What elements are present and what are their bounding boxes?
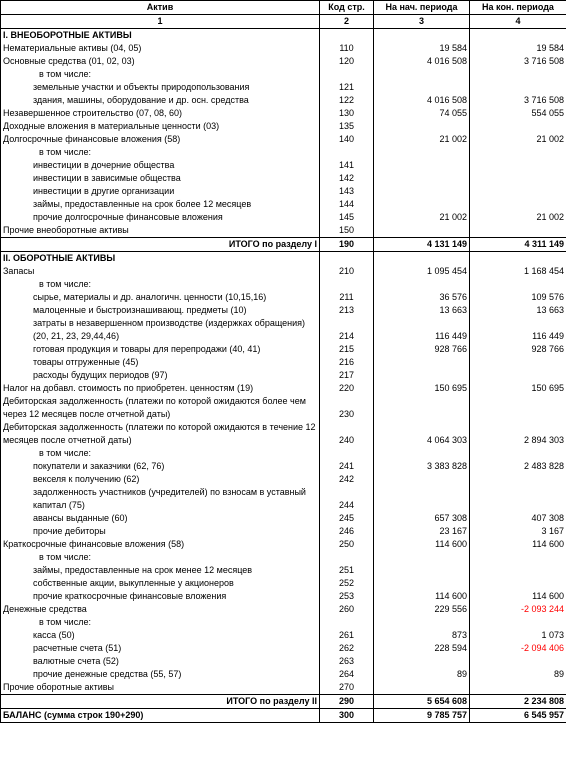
row-label: Дебиторская задолженность (платежи по которой ожидаются более чем через 12 месяцев после отчетной даты) <box>1 395 320 421</box>
row-start-value <box>374 616 470 629</box>
table-row <box>1 551 566 564</box>
row-end-value: 114 600 <box>470 590 566 603</box>
row-code <box>320 616 374 629</box>
row-label: Запасы <box>1 265 320 278</box>
table-row <box>1 278 566 291</box>
row-end-value <box>470 120 566 133</box>
row-code: 121 <box>320 81 374 94</box>
row-label: Долгосрочные финансовые вложения (58) <box>1 133 320 146</box>
table-row <box>1 590 566 603</box>
row-label: Прочие внеоборотные активы <box>1 224 320 238</box>
row-label: расчетные счета (51) <box>1 642 320 655</box>
row-code <box>320 29 374 43</box>
header-code: Код стр. <box>320 1 374 15</box>
row-code: 122 <box>320 94 374 107</box>
header-row <box>1 1 566 15</box>
row-label: Основные средства (01, 02, 03) <box>1 55 320 68</box>
row-start-value: 9 785 757 <box>374 709 470 723</box>
row-label: Денежные средства <box>1 603 320 616</box>
row-label: в том числе: <box>1 447 320 460</box>
row-end-value: 13 663 <box>470 304 566 317</box>
row-start-value <box>374 447 470 460</box>
row-label: здания, машины, оборудование и др. осн. средства <box>1 94 320 107</box>
row-code: 213 <box>320 304 374 317</box>
row-end-value: 19 584 <box>470 42 566 55</box>
row-end-value <box>470 577 566 590</box>
row-label: займы, предоставленные на срок менее 12 месяцев <box>1 564 320 577</box>
row-start-value: 116 449 <box>374 317 470 343</box>
row-label: валютные счета (52) <box>1 655 320 668</box>
row-end-value: 114 600 <box>470 538 566 551</box>
row-label: Дебиторская задолженность (платежи по которой ожидаются в течение 12 месяцев после отчетной даты) <box>1 421 320 447</box>
row-start-value: 657 308 <box>374 512 470 525</box>
table-row <box>1 42 566 55</box>
row-code: 241 <box>320 460 374 473</box>
row-code: 244 <box>320 486 374 512</box>
row-end-value: 407 308 <box>470 512 566 525</box>
row-end-value: 116 449 <box>470 317 566 343</box>
table-row <box>1 668 566 681</box>
row-end-value: 21 002 <box>470 211 566 224</box>
row-label: малоценные и быстроизнашивающ. предметы (10) <box>1 304 320 317</box>
row-code: 215 <box>320 343 374 356</box>
row-label: БАЛАНС (сумма строк 190+290) <box>1 709 320 723</box>
header-end: На кон. периода <box>470 1 566 15</box>
row-end-value: 3 167 <box>470 525 566 538</box>
table-row <box>1 538 566 551</box>
row-code: 251 <box>320 564 374 577</box>
row-code: 217 <box>320 369 374 382</box>
table-row <box>1 681 566 695</box>
table-row <box>1 265 566 278</box>
row-code: 262 <box>320 642 374 655</box>
table-row <box>1 616 566 629</box>
row-start-value: 21 002 <box>374 211 470 224</box>
row-label: расходы будущих периодов (97) <box>1 369 320 382</box>
table-row <box>1 577 566 590</box>
row-label: займы, предоставленные на срок более 12 месяцев <box>1 198 320 211</box>
row-end-value <box>470 146 566 159</box>
row-start-value <box>374 224 470 238</box>
row-label: Нематериальные активы (04, 05) <box>1 42 320 55</box>
row-start-value <box>374 681 470 695</box>
row-start-value: 228 594 <box>374 642 470 655</box>
row-label: Краткосрочные финансовые вложения (58) <box>1 538 320 551</box>
table-row <box>1 81 566 94</box>
table-row <box>1 198 566 211</box>
column-numbers-row <box>1 15 566 29</box>
row-end-value <box>470 486 566 512</box>
row-start-value <box>374 564 470 577</box>
row-end-value: -2 094 406 <box>470 642 566 655</box>
row-code: 270 <box>320 681 374 695</box>
row-end-value: 150 695 <box>470 382 566 395</box>
row-start-value <box>374 486 470 512</box>
row-start-value <box>374 577 470 590</box>
row-code <box>320 252 374 266</box>
row-code: 211 <box>320 291 374 304</box>
row-code: 260 <box>320 603 374 616</box>
row-start-value: 1 095 454 <box>374 265 470 278</box>
row-label: сырье, материалы и др. аналогичн. ценности (10,15,16) <box>1 291 320 304</box>
table-row <box>1 486 566 512</box>
row-end-value <box>470 616 566 629</box>
column-number-1: 1 <box>1 15 320 29</box>
row-label: Незавершенное строительство (07, 08, 60) <box>1 107 320 120</box>
row-end-value: 2 234 808 <box>470 695 566 709</box>
row-code: 264 <box>320 668 374 681</box>
table-row <box>1 460 566 473</box>
row-start-value <box>374 172 470 185</box>
row-end-value: 21 002 <box>470 133 566 146</box>
row-label: в том числе: <box>1 616 320 629</box>
row-label: инвестиции в дочерние общества <box>1 159 320 172</box>
table-row <box>1 55 566 68</box>
row-end-value <box>470 185 566 198</box>
row-end-value: 2 894 303 <box>470 421 566 447</box>
table-row <box>1 382 566 395</box>
row-end-value: 3 716 508 <box>470 94 566 107</box>
row-end-value <box>470 356 566 369</box>
row-code: 141 <box>320 159 374 172</box>
row-code: 250 <box>320 538 374 551</box>
row-end-value <box>470 655 566 668</box>
row-start-value <box>374 120 470 133</box>
row-code: 143 <box>320 185 374 198</box>
row-start-value <box>374 159 470 172</box>
row-label: ИТОГО по разделу I <box>1 238 320 252</box>
row-start-value <box>374 198 470 211</box>
table-row <box>1 68 566 81</box>
row-start-value: 3 383 828 <box>374 460 470 473</box>
row-label: товары отгруженные (45) <box>1 356 320 369</box>
row-label: Доходные вложения в материальные ценности (03) <box>1 120 320 133</box>
table-row <box>1 304 566 317</box>
row-code <box>320 278 374 291</box>
header-asset: Актив <box>1 1 320 15</box>
table-row <box>1 224 566 238</box>
row-label: авансы выданные (60) <box>1 512 320 525</box>
row-start-value <box>374 29 470 43</box>
row-label: готовая продукция и товары для перепродажи (40, 41) <box>1 343 320 356</box>
row-start-value: 21 002 <box>374 133 470 146</box>
row-code: 242 <box>320 473 374 486</box>
row-code: 130 <box>320 107 374 120</box>
column-number-3: 3 <box>374 15 470 29</box>
row-start-value <box>374 185 470 198</box>
table-row <box>1 447 566 460</box>
row-start-value: 873 <box>374 629 470 642</box>
row-code: 110 <box>320 42 374 55</box>
row-start-value: 74 055 <box>374 107 470 120</box>
table-row <box>1 642 566 655</box>
row-end-value <box>470 81 566 94</box>
row-end-value <box>470 564 566 577</box>
row-code: 120 <box>320 55 374 68</box>
table-row <box>1 395 566 421</box>
row-code: 135 <box>320 120 374 133</box>
row-end-value <box>470 278 566 291</box>
header-start: На нач. периода <box>374 1 470 15</box>
row-end-value: 109 576 <box>470 291 566 304</box>
table-row <box>1 317 566 343</box>
table-row <box>1 695 566 709</box>
row-code: 253 <box>320 590 374 603</box>
table-row <box>1 709 566 723</box>
row-code: 145 <box>320 211 374 224</box>
row-end-value <box>470 159 566 172</box>
row-start-value: 23 167 <box>374 525 470 538</box>
row-start-value: 150 695 <box>374 382 470 395</box>
row-end-value <box>470 551 566 564</box>
row-start-value: 89 <box>374 668 470 681</box>
row-end-value: 1 073 <box>470 629 566 642</box>
column-number-2: 2 <box>320 15 374 29</box>
row-end-value: 6 545 957 <box>470 709 566 723</box>
table-row <box>1 159 566 172</box>
row-code: 263 <box>320 655 374 668</box>
row-code: 240 <box>320 421 374 447</box>
row-end-value: 1 168 454 <box>470 265 566 278</box>
row-start-value: 114 600 <box>374 538 470 551</box>
row-start-value: 4 016 508 <box>374 55 470 68</box>
row-label: прочие долгосрочные финансовые вложения <box>1 211 320 224</box>
row-label: векселя к получению (62) <box>1 473 320 486</box>
row-code <box>320 551 374 564</box>
row-end-value <box>470 252 566 266</box>
row-end-value: 3 716 508 <box>470 55 566 68</box>
row-code <box>320 68 374 81</box>
row-label: прочие краткосрочные финансовые вложения <box>1 590 320 603</box>
table-row <box>1 655 566 668</box>
row-code: 190 <box>320 238 374 252</box>
row-code: 214 <box>320 317 374 343</box>
row-start-value: 928 766 <box>374 343 470 356</box>
table-row <box>1 343 566 356</box>
row-end-value <box>470 68 566 81</box>
row-code: 144 <box>320 198 374 211</box>
row-start-value: 13 663 <box>374 304 470 317</box>
row-end-value <box>470 172 566 185</box>
table-row <box>1 356 566 369</box>
row-code: 290 <box>320 695 374 709</box>
row-code: 140 <box>320 133 374 146</box>
row-start-value <box>374 146 470 159</box>
table-row <box>1 29 566 43</box>
row-start-value: 4 131 149 <box>374 238 470 252</box>
row-label: земельные участки и объекты природопользования <box>1 81 320 94</box>
row-code: 210 <box>320 265 374 278</box>
row-code <box>320 447 374 460</box>
row-code: 230 <box>320 395 374 421</box>
row-code: 261 <box>320 629 374 642</box>
row-end-value: 4 311 149 <box>470 238 566 252</box>
table-row <box>1 107 566 120</box>
row-end-value <box>470 395 566 421</box>
row-code: 220 <box>320 382 374 395</box>
row-label: ИТОГО по разделу II <box>1 695 320 709</box>
table-row <box>1 512 566 525</box>
row-end-value: 2 483 828 <box>470 460 566 473</box>
table-row <box>1 421 566 447</box>
row-label: инвестиции в зависимые общества <box>1 172 320 185</box>
table-row <box>1 185 566 198</box>
row-start-value <box>374 81 470 94</box>
table-row <box>1 564 566 577</box>
table-row <box>1 369 566 382</box>
row-end-value <box>470 198 566 211</box>
row-end-value <box>470 473 566 486</box>
row-start-value: 4 016 508 <box>374 94 470 107</box>
row-start-value: 4 064 303 <box>374 421 470 447</box>
table-row <box>1 146 566 159</box>
row-label: прочие денежные средства (55, 57) <box>1 668 320 681</box>
row-code: 300 <box>320 709 374 723</box>
row-start-value: 19 584 <box>374 42 470 55</box>
row-start-value <box>374 278 470 291</box>
row-end-value: -2 093 244 <box>470 603 566 616</box>
table-row <box>1 629 566 642</box>
row-start-value <box>374 551 470 564</box>
table-row <box>1 172 566 185</box>
row-label: прочие дебиторы <box>1 525 320 538</box>
table-row <box>1 133 566 146</box>
row-start-value <box>374 68 470 81</box>
column-number-4: 4 <box>470 15 566 29</box>
row-label: задолженность участников (учредителей) по взносам в уставный капитал (75) <box>1 486 320 512</box>
row-label: инвестиции в другие организации <box>1 185 320 198</box>
row-start-value <box>374 395 470 421</box>
row-start-value <box>374 252 470 266</box>
row-code <box>320 146 374 159</box>
row-label: затраты в незавершенном производстве (издержках обращения) (20, 21, 23, 29,44,46) <box>1 317 320 343</box>
row-start-value <box>374 655 470 668</box>
table-row <box>1 473 566 486</box>
table-row <box>1 211 566 224</box>
row-label: в том числе: <box>1 278 320 291</box>
row-code: 150 <box>320 224 374 238</box>
row-end-value <box>470 447 566 460</box>
row-end-value <box>470 224 566 238</box>
table-row <box>1 291 566 304</box>
row-label: Налог на добавл. стоимость по приобретен. ценностям (19) <box>1 382 320 395</box>
row-end-value <box>470 29 566 43</box>
table-row <box>1 603 566 616</box>
table-row <box>1 525 566 538</box>
row-start-value <box>374 369 470 382</box>
row-code: 142 <box>320 172 374 185</box>
row-start-value <box>374 473 470 486</box>
row-label: I. ВНЕОБОРОТНЫЕ АКТИВЫ <box>1 29 320 43</box>
row-code: 245 <box>320 512 374 525</box>
table-row <box>1 120 566 133</box>
table-row <box>1 238 566 252</box>
row-label: II. ОБОРОТНЫЕ АКТИВЫ <box>1 252 320 266</box>
row-label: Прочие оборотные активы <box>1 681 320 695</box>
row-code: 246 <box>320 525 374 538</box>
row-end-value <box>470 369 566 382</box>
table-row <box>1 94 566 107</box>
table-row <box>1 252 566 266</box>
row-end-value: 554 055 <box>470 107 566 120</box>
row-end-value <box>470 681 566 695</box>
row-label: касса (50) <box>1 629 320 642</box>
row-end-value: 928 766 <box>470 343 566 356</box>
row-start-value: 36 576 <box>374 291 470 304</box>
row-code: 252 <box>320 577 374 590</box>
row-start-value: 114 600 <box>374 590 470 603</box>
row-label: в том числе: <box>1 146 320 159</box>
row-start-value <box>374 356 470 369</box>
row-end-value: 89 <box>470 668 566 681</box>
row-label: в том числе: <box>1 68 320 81</box>
row-label: покупатели и заказчики (62, 76) <box>1 460 320 473</box>
row-label: собственные акции, выкупленные у акционеров <box>1 577 320 590</box>
row-start-value: 5 654 608 <box>374 695 470 709</box>
row-label: в том числе: <box>1 551 320 564</box>
row-code: 216 <box>320 356 374 369</box>
row-start-value: 229 556 <box>374 603 470 616</box>
